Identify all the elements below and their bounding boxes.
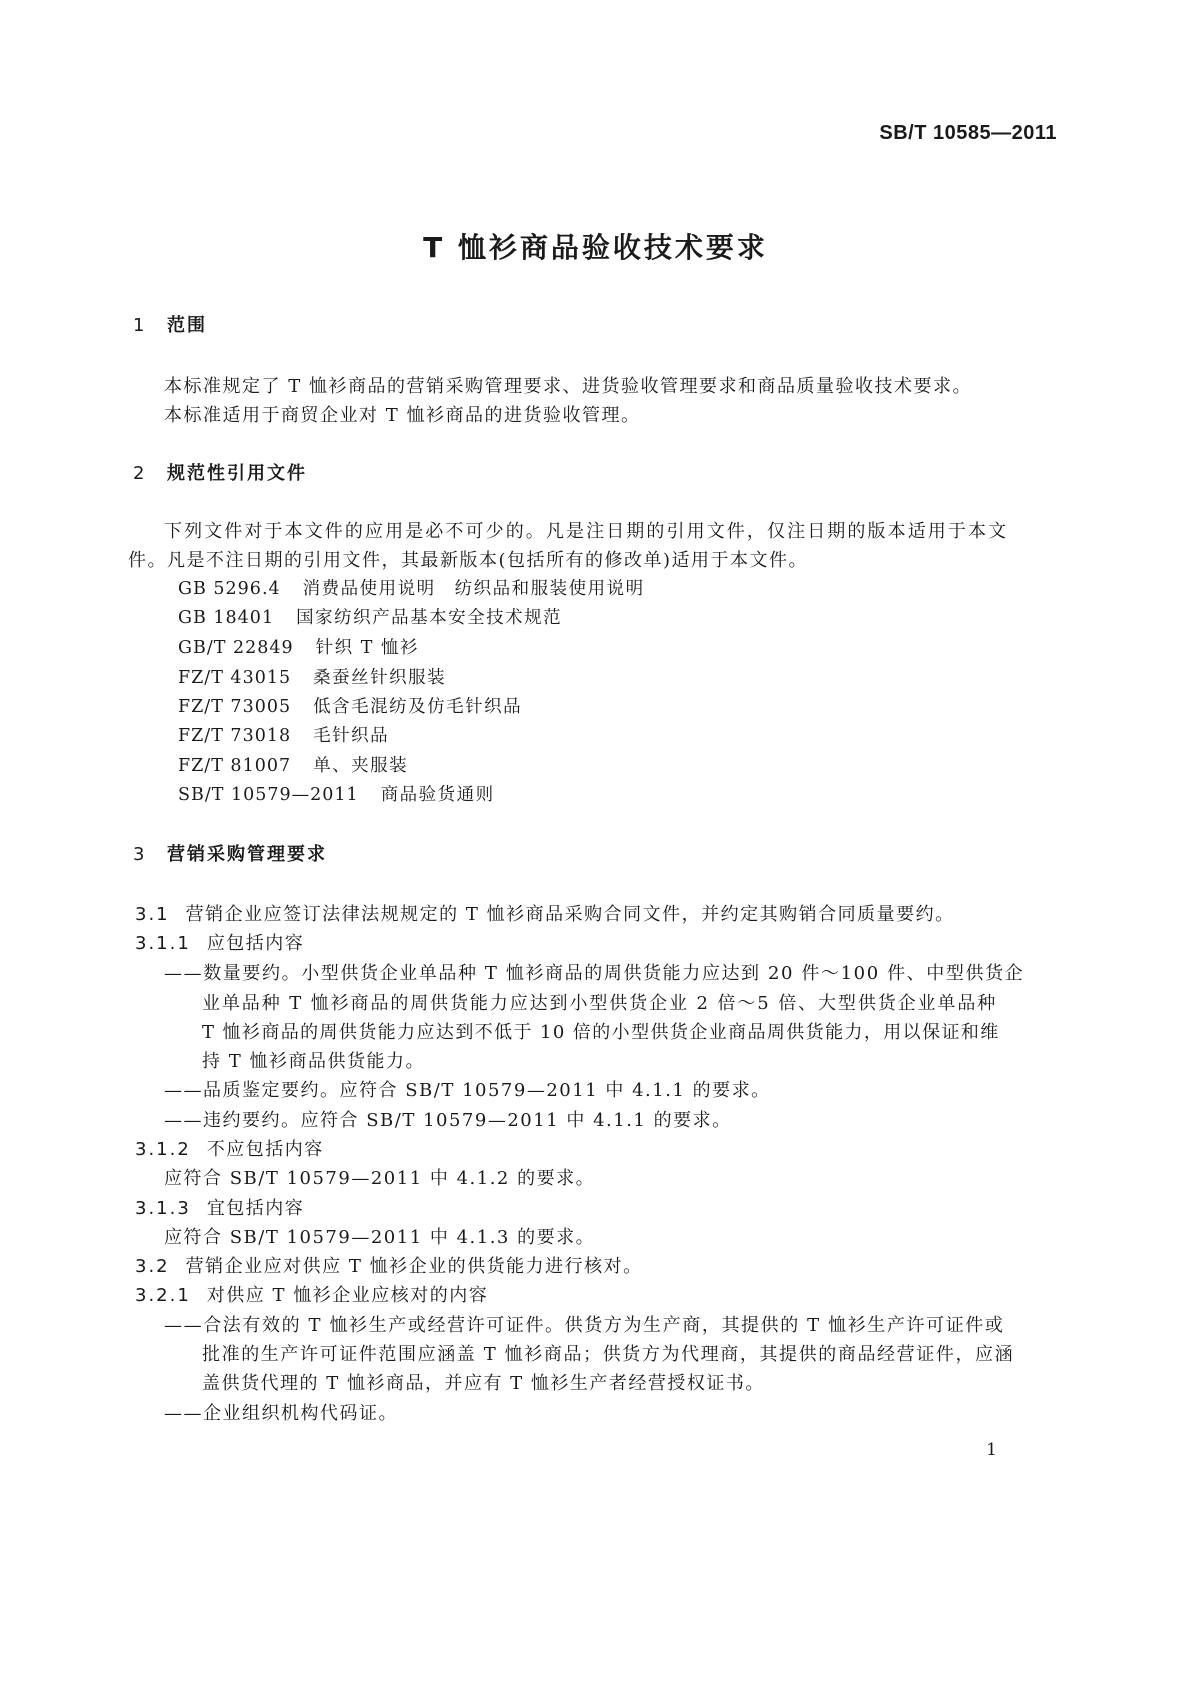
list-item-quantity-line-3: T 恤衫商品的周供货能力应达到不低于 10 倍的小型供货企业商品周供货能力，用以保证和维 bbox=[202, 1022, 1000, 1043]
reference-title: 低含毛混纺及仿毛针织品 bbox=[313, 697, 523, 717]
list-item-license-line-2: 批准的生产许可证件范围应涵盖 T 恤衫商品；供货方为代理商，其提供的商品经营证件，应涵 bbox=[202, 1344, 1015, 1365]
clause-3-1-3 bbox=[135, 1194, 304, 1220]
section-1-title: 范围 bbox=[167, 315, 207, 336]
reference-item bbox=[178, 722, 389, 747]
section-2-intro-line-1: 下列文件对于本文件的应用是必不可少的。凡是注日期的引用文件，仅注日期的版本适用于本文 bbox=[164, 521, 1009, 542]
list-item-text: 企业组织机构代码证。 bbox=[203, 1403, 398, 1424]
list-item-quantity-line-2: 业单品种 T 恤衫商品的周供货能力应达到小型供货企业 2 倍～5 倍、大型供货企业单品种 bbox=[202, 993, 998, 1014]
page-number: 1 bbox=[986, 1440, 997, 1460]
reference-title: 商品验货通则 bbox=[380, 785, 495, 805]
reference-item bbox=[178, 575, 645, 600]
reference-code: FZ/T 43015 bbox=[178, 668, 292, 688]
reference-code: GB 5296.4 bbox=[178, 579, 281, 599]
reference-code: GB 18401 bbox=[178, 608, 275, 628]
dash-marker: —— bbox=[164, 1403, 203, 1424]
section-2-heading bbox=[133, 459, 307, 485]
clause-3-1 bbox=[135, 900, 955, 926]
reference-code: FZ/T 81007 bbox=[178, 756, 292, 776]
list-item-text: 违约要约。应符合 SB/T 10579—2011 中 4.1.1 的要求。 bbox=[203, 1110, 732, 1131]
clause-3-2-1 bbox=[135, 1281, 488, 1307]
reference-code: GB/T 22849 bbox=[178, 638, 294, 658]
reference-code: FZ/T 73005 bbox=[178, 697, 292, 717]
clause-title: 对供应 T 恤衫企业应核对的内容 bbox=[206, 1285, 489, 1306]
reference-title: 毛针织品 bbox=[313, 726, 390, 746]
list-item-text: 品质鉴定要约。应符合 SB/T 10579—2011 中 4.1.1 的要求。 bbox=[203, 1080, 771, 1101]
section-1-paragraph-2: 本标准适用于商贸企业对 T 恤衫商品的进货验收管理。 bbox=[164, 405, 641, 426]
reference-item bbox=[178, 664, 446, 689]
dash-marker: —— bbox=[164, 963, 204, 984]
list-item-org-code bbox=[164, 1399, 398, 1425]
list-item-license-line-1 bbox=[164, 1311, 1005, 1337]
clause-title: 不应包括内容 bbox=[206, 1139, 324, 1160]
clause-3-1-3-text: 应符合 SB/T 10579—2011 中 4.1.3 的要求。 bbox=[164, 1227, 596, 1248]
section-3-number: 3 bbox=[133, 844, 146, 865]
clause-title: 应包括内容 bbox=[206, 933, 305, 954]
reference-item bbox=[178, 604, 562, 629]
clause-number: 3.1.3 bbox=[135, 1198, 191, 1219]
section-1-heading bbox=[133, 311, 207, 337]
clause-text: 营销企业应签订法律法规规定的 T 恤衫商品采购合同文件，并约定其购销合同质量要约。 bbox=[185, 904, 955, 925]
section-2-number: 2 bbox=[133, 463, 146, 484]
list-item-text: 数量要约。小型供货企业单品种 T 恤衫商品的周供货能力应达到 20 件～100 件、中型供货企 bbox=[203, 963, 1025, 984]
clause-3-1-2-text: 应符合 SB/T 10579—2011 中 4.1.2 的要求。 bbox=[164, 1168, 596, 1189]
reference-title: 消费品使用说明 纺织品和服装使用说明 bbox=[302, 579, 645, 599]
list-item-text: 合法有效的 T 恤衫生产或经营许可证件。供货方为生产商，其提供的 T 恤衫生产许可证件或 bbox=[203, 1315, 1005, 1336]
list-item-quantity-line-4: 持 T 恤衫商品供货能力。 bbox=[202, 1051, 425, 1072]
dash-marker: —— bbox=[164, 1315, 204, 1336]
clause-title: 宜包括内容 bbox=[206, 1198, 305, 1219]
reference-title: 针织 T 恤衫 bbox=[315, 638, 419, 658]
list-item-breach bbox=[164, 1106, 732, 1132]
dash-marker: —— bbox=[164, 1110, 203, 1131]
section-1-paragraph-1: 本标准规定了 T 恤衫商品的营销采购管理要求、进货验收管理要求和商品质量验收技术要求。 bbox=[164, 376, 972, 397]
reference-item bbox=[178, 752, 408, 777]
section-1-number: 1 bbox=[133, 315, 146, 336]
list-item-quality bbox=[164, 1076, 771, 1102]
clause-number: 3.2 bbox=[135, 1256, 170, 1277]
reference-code: FZ/T 73018 bbox=[178, 726, 292, 746]
reference-item bbox=[178, 781, 495, 806]
clause-3-2 bbox=[135, 1252, 643, 1278]
clause-number: 3.2.1 bbox=[135, 1285, 191, 1306]
section-3-title: 营销采购管理要求 bbox=[167, 844, 327, 865]
standard-code: SB/T 10585—2011 bbox=[879, 122, 1057, 144]
reference-title: 国家纺织产品基本安全技术规范 bbox=[296, 608, 563, 628]
list-item-license-line-3: 盖供货代理的 T 恤衫商品，并应有 T 恤衫生产者经营授权证书。 bbox=[202, 1373, 765, 1394]
reference-item bbox=[178, 693, 522, 718]
list-item-quantity-line-1 bbox=[164, 959, 1024, 985]
reference-code: SB/T 10579—2011 bbox=[178, 785, 359, 805]
reference-title: 桑蚕丝针织服装 bbox=[313, 668, 447, 688]
clause-number: 3.1 bbox=[135, 904, 170, 925]
section-2-intro-line-2: 件。凡是不注日期的引用文件，其最新版本(包括所有的修改单)适用于本文件。 bbox=[128, 550, 809, 571]
document-title: T 恤衫商品验收技术要求 bbox=[423, 231, 768, 264]
clause-3-1-1 bbox=[135, 929, 304, 955]
clause-3-1-2 bbox=[135, 1135, 324, 1161]
section-3-heading bbox=[133, 840, 327, 866]
reference-title: 单、夹服装 bbox=[313, 756, 409, 776]
dash-marker: —— bbox=[164, 1080, 203, 1101]
clause-number: 3.1.1 bbox=[135, 933, 191, 954]
clause-number: 3.1.2 bbox=[135, 1139, 191, 1160]
section-2-title: 规范性引用文件 bbox=[167, 463, 307, 484]
clause-text: 营销企业应对供应 T 恤衫企业的供货能力进行核对。 bbox=[185, 1256, 643, 1277]
reference-item bbox=[178, 634, 419, 659]
